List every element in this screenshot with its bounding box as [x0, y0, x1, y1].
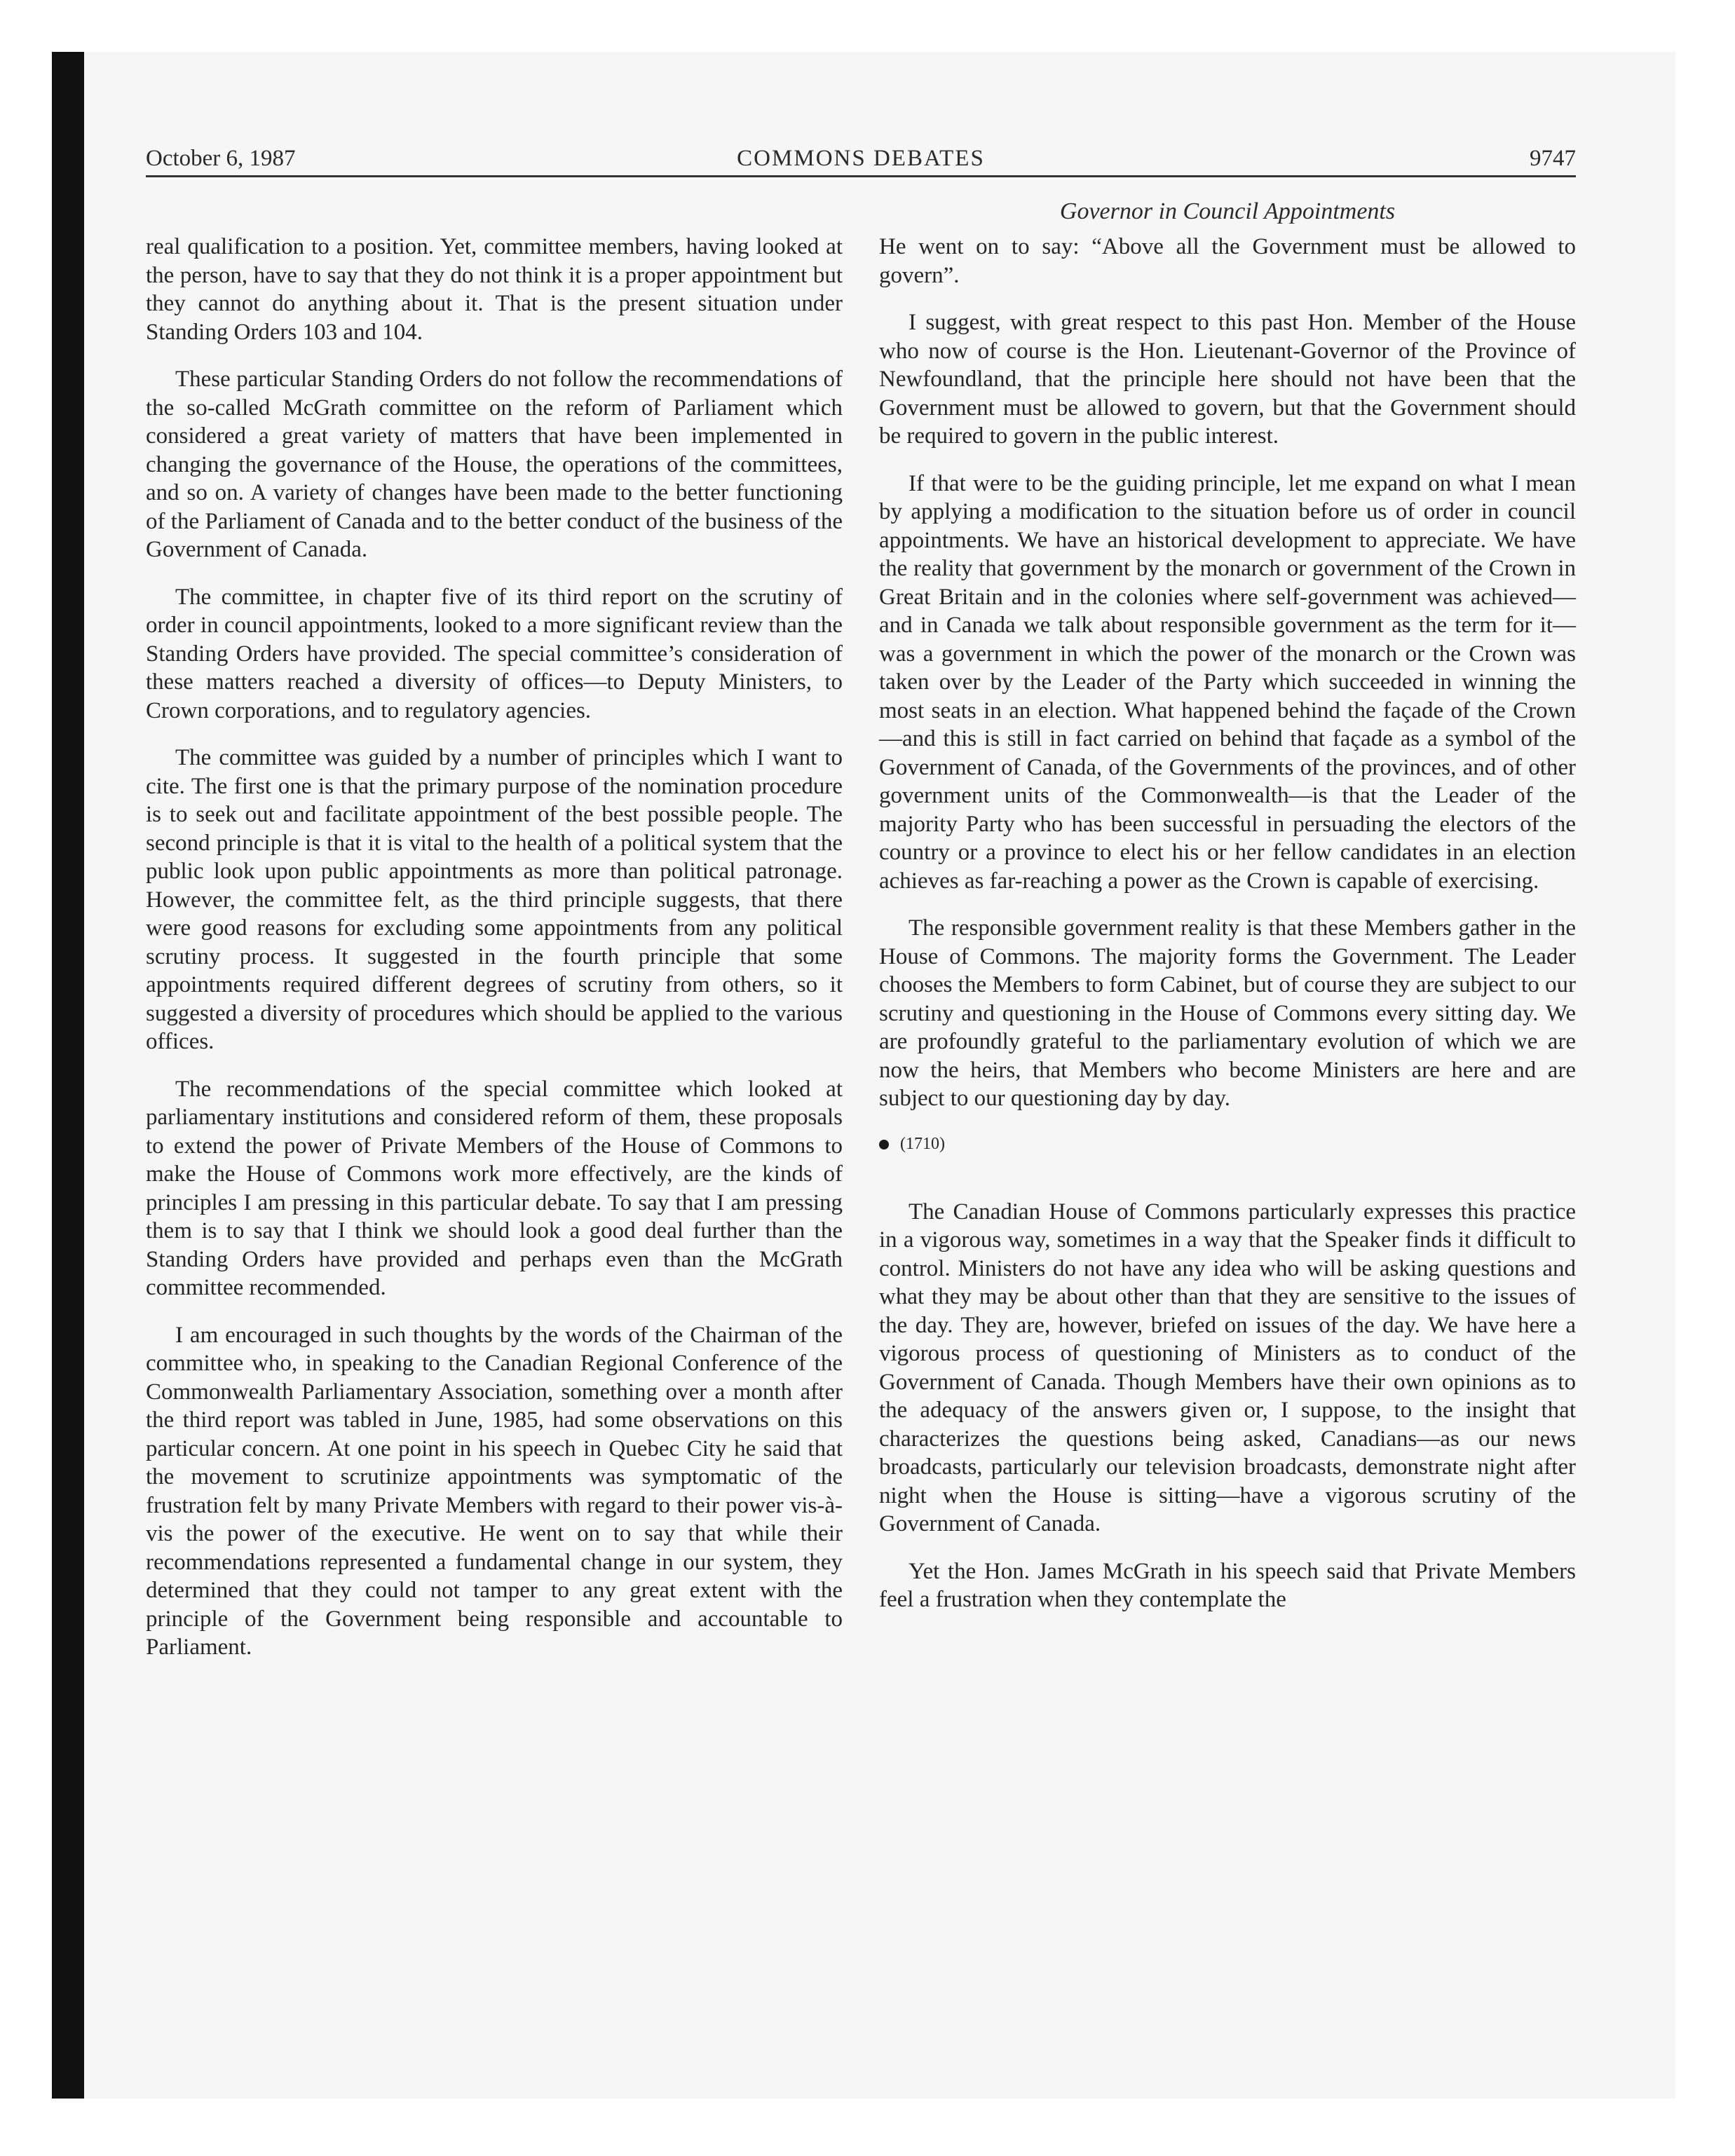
left-paragraph-6: I am encouraged in such thoughts by the words of the Chairman of the committee who, in speaking to the Canadian Regional Conference of the Commonwealth Parliamentary Association, something over a month after the third report was tabled in June, 1985, had some observations on this particular concern. At one point in his speech in Quebec City he said that the movement to scrutinize appointments was symptomatic of the frustration felt by many Private Members with regard to their power vis-à-vis the power of the executive. He went on to say that while their recommendations represented a fundamental change in our system, they determined that they could not tamper to any great extent with the principle of the Government being responsible and accountable to Parliament. [146, 1322, 843, 1660]
header-rule [146, 175, 1576, 177]
time-marker-text: (1710) [900, 1134, 945, 1153]
scan-border [52, 52, 84, 2099]
header-page-number: 9747 [1530, 146, 1576, 171]
header-title: COMMONS DEBATES [737, 146, 985, 171]
right-paragraph-6: Yet the Hon. James McGrath in his speech said that Private Members feel a frustration when they contemplate the [879, 1558, 1576, 1612]
left-paragraph-1: real qualification to a position. Yet, committee members, having looked at the person, have to say that they do not think it is a proper appointment but they cannot do anything about it. That is the present situation under Standing Orders 103 and 104. [146, 234, 843, 345]
right-paragraph-5: The Canadian House of Commons particularly expresses this practice in a vigorous way, sometimes in a way that the Speaker finds it difficult to control. Ministers do not have any idea who will be asking questions and what they may be about other than that they are sensitive to the issues of the day. They are, however, briefed on issues of the day. We have here a vigorous process of questioning of Ministers as to conduct of the Government of Canada. Though Members have their own opinions as to the adequacy of the answers given or, I suppose, to the insight that characterizes the questions being asked, Canadians—as our news broadcasts, particularly our television broadcasts, demonstrate night after night when the House is sitting—have a vigorous scrutiny of the Government of Canada. [879, 1199, 1576, 1536]
right-column [879, 233, 1576, 1614]
left-paragraph-5: The recommendations of the special committee which looked at parliamentary institutions and considered reform of them, these proposals to extend the power of Private Members of the House of Commons to make the House of Commons work more effectively, are the kinds of principles I am pressing in this particular debate. To say that I am pressing them is to say that I think we should look a good deal further than the Standing Orders have provided and perhaps even than the McGrath committee recommended. [146, 1076, 843, 1300]
left-column [146, 233, 843, 1662]
page-header [146, 142, 1576, 175]
time-marker [879, 1132, 1576, 1156]
right-paragraph-2: I suggest, with great respect to this past Hon. Member of the House who now of course is the Hon. Lieutenant-Governor of the Province of Newfoundland, that the principle here should not have been that the Government must be allowed to govern, but that the Government should be required to govern in the public interest. [879, 310, 1576, 449]
left-paragraph-4: The committee was guided by a number of principles which I want to cite. The first one is that the primary purpose of the nomination procedure is to seek out and facilitate appointment of the best possible people. The second principle is that it is vital to the health of a political system that the public look upon public appointments as more than political patronage. However, the committee felt, as the third principle suggests, that there were good reasons for excluding some appointments from any political scrutiny process. It suggested in the fourth principle that some appointments required different degrees of scrutiny from others, so it suggested a diversity of procedures which should be applied to the various offices. [146, 745, 843, 1054]
right-paragraph-3: If that were to be the guiding principle, let me expand on what I mean by applying a modification to the situation before us of order in council appointments. We have an historical development to appreciate. We have the reality that government by the monarch or government of the Crown in Great Britain and in the colonies where self-government was achieved—and in Canada we talk about responsible government as the term for it—was a government in which the power of the monarch or the Crown was taken over by the Leader of the Party which succeeded in winning the most seats in an election. What happened behind the façade of the Crown—and this is still in fact carried on behind that façade as a symbol of the Government of Canada, of the Governments of the provinces, and of other government units of the Commonwealth—is that the Leader of the majority Party who has been successful in persuading the electors of the country or a province to elect his or her fellow candidates in an election achieves as far-reaching a power as the Crown is capable of exercising. [879, 470, 1576, 894]
right-paragraph-4: The responsible government reality is that these Members gather in the House of Commons. The majority forms the Government. The Leader chooses the Members to form Cabinet, but of course they are subject to our scrutiny and questioning in the House of Commons every sitting day. We are profoundly grateful to the parliamentary evolution of which we are now the heirs, that Members who become Ministers are here and are subject to our questioning day by day. [879, 915, 1576, 1111]
header-date: October 6, 1987 [146, 146, 296, 171]
bullet-icon [879, 1140, 889, 1149]
section-heading: Governor in Council Appointments [1059, 198, 1396, 224]
left-paragraph-3: The committee, in chapter five of its third report on the scrutiny of order in council appointments, looked to a more significant review than the Standing Orders have provided. The special committee’s consideration of these matters reached a diversity of offices—to Deputy Ministers, to Crown corporations, and to regulatory agencies. [146, 584, 843, 723]
left-paragraph-2: These particular Standing Orders do not follow the recommendations of the so-called McGrath committee on the reform of Parliament which considered a great variety of matters that have been implemented in changing the governance of the House, the operations of the committees, and so on. A variety of changes have been made to the better functioning of the Parliament of Canada and to the better conduct of the business of the Government of Canada. [146, 367, 843, 562]
right-paragraph-1: He went on to say: “Above all the Government must be allowed to govern”. [879, 234, 1576, 288]
